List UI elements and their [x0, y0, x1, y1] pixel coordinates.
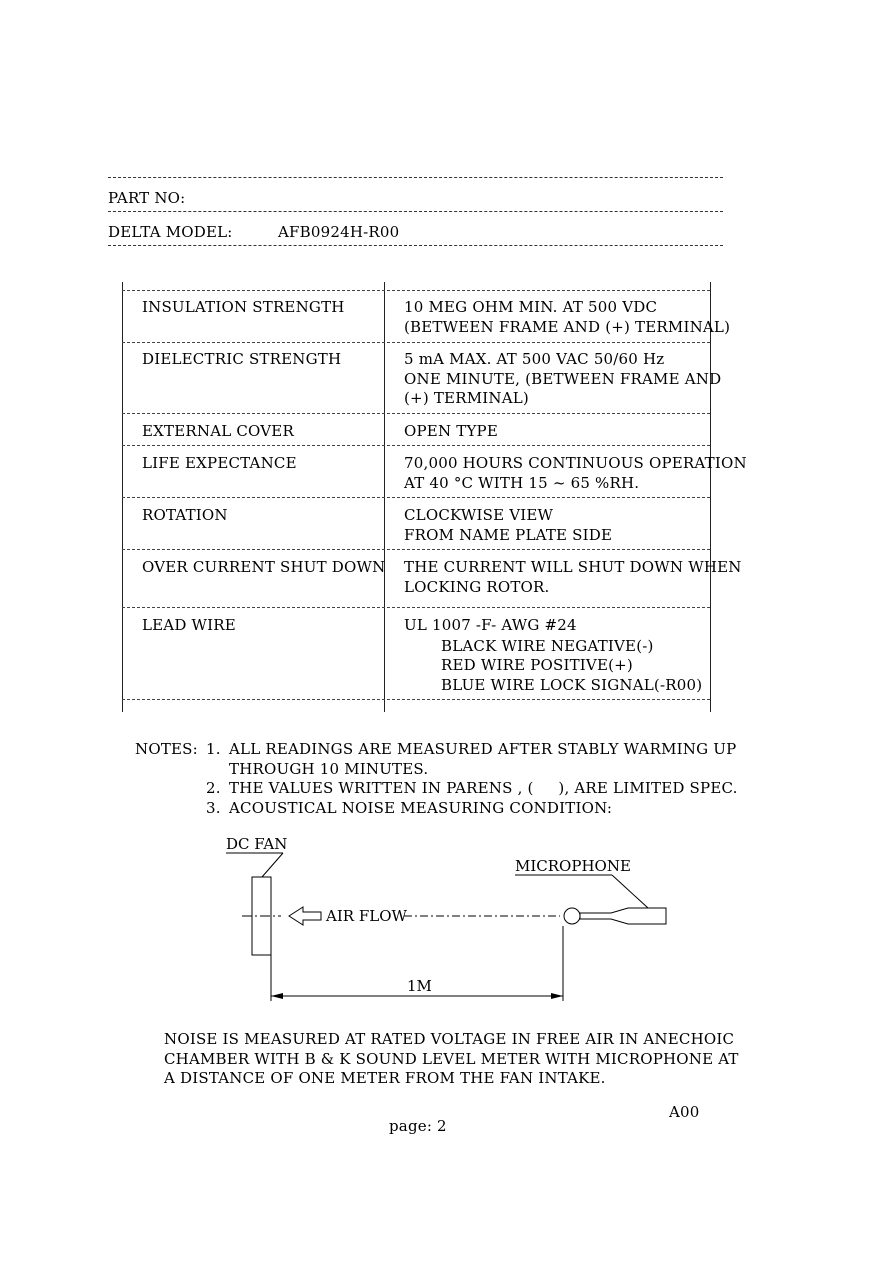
- fan-label: DC FAN: [226, 835, 288, 853]
- spec-label-life-expectance: LIFE EXPECTANCE: [142, 454, 297, 472]
- table-row-rule: [122, 445, 710, 446]
- spec-value-line: BLACK WIRE NEGATIVE(-): [441, 637, 654, 655]
- spec-label-over-current: OVER CURRENT SHUT DOWN: [142, 558, 386, 576]
- table-row-rule: [122, 607, 710, 608]
- table-row-rule: [122, 342, 710, 343]
- mic-label: MICROPHONE: [515, 857, 631, 875]
- spec-value-line: 70,000 HOURS CONTINUOUS OPERATION: [404, 454, 747, 472]
- note-line: ACOUSTICAL NOISE MEASURING CONDITION:: [229, 799, 613, 817]
- note-line: THE VALUES WRITTEN IN PARENS , ( ), ARE LIMITED SPEC.: [229, 779, 738, 797]
- notes-label: NOTES:: [135, 740, 198, 758]
- table-row-rule: [122, 290, 710, 291]
- spec-label-external-cover: EXTERNAL COVER: [142, 422, 294, 440]
- airflow-label: AIR FLOW: [326, 907, 407, 925]
- table-row-rule: [122, 549, 710, 550]
- note-line: ALL READINGS ARE MEASURED AFTER STABLY WARMING UP: [229, 740, 737, 758]
- note-number: 2.: [206, 779, 221, 797]
- table-right-border: [710, 282, 711, 712]
- header-rule-mid: [108, 211, 723, 212]
- spec-value-line: LOCKING ROTOR.: [404, 578, 550, 596]
- spec-value-line: UL 1007 -F- AWG #24: [404, 616, 577, 634]
- spec-value-line: BLUE WIRE LOCK SIGNAL(-R00): [441, 676, 703, 694]
- spec-value-line: ONE MINUTE, (BETWEEN FRAME AND: [404, 370, 722, 388]
- part-no-label: PART NO:: [108, 189, 186, 207]
- spec-label-rotation: ROTATION: [142, 506, 228, 524]
- revision-code: A00: [669, 1103, 700, 1121]
- spec-value-line: THE CURRENT WILL SHUT DOWN WHEN: [404, 558, 742, 576]
- note-number: 3.: [206, 799, 221, 817]
- spec-value-line: (BETWEEN FRAME AND (+) TERMINAL): [404, 318, 731, 336]
- spec-value-line: CLOCKWISE VIEW: [404, 506, 554, 524]
- noise-text-line: A DISTANCE OF ONE METER FROM THE FAN INTAKE.: [164, 1069, 606, 1087]
- microphone-head-icon: [564, 908, 580, 924]
- page-number: page: 2: [389, 1117, 447, 1135]
- table-row-rule: [122, 413, 710, 414]
- header-rule-bottom: [108, 245, 723, 246]
- spec-value-line: FROM NAME PLATE SIDE: [404, 526, 613, 544]
- delta-model-value: AFB0924H-R00: [278, 223, 400, 241]
- note-line: THROUGH 10 MINUTES.: [229, 760, 429, 778]
- table-row-rule: [122, 699, 710, 700]
- spec-value-line: 5 mA MAX. AT 500 VAC 50/60 Hz: [404, 350, 665, 368]
- spec-label-insulation: INSULATION STRENGTH: [142, 298, 345, 316]
- noise-text-line: NOISE IS MEASURED AT RATED VOLTAGE IN FREE AIR IN ANECHOIC: [164, 1030, 735, 1048]
- spec-label-dielectric: DIELECTRIC STRENGTH: [142, 350, 342, 368]
- spec-value-line: AT 40 °C WITH 15 ~ 65 %RH.: [404, 474, 640, 492]
- table-row-rule: [122, 497, 710, 498]
- microphone-body-icon: [580, 908, 666, 924]
- noise-text-line: CHAMBER WITH B & K SOUND LEVEL METER WITH MICROPHONE AT: [164, 1050, 739, 1068]
- spec-label-lead-wire: LEAD WIRE: [142, 616, 236, 634]
- spec-value-line: 10 MEG OHM MIN. AT 500 VDC: [404, 298, 658, 316]
- distance-label: 1M: [407, 977, 432, 995]
- spec-value-line: (+) TERMINAL): [404, 389, 529, 407]
- airflow-arrow-icon: [289, 907, 321, 925]
- fan-body-icon: [252, 877, 271, 955]
- note-number: 1.: [206, 740, 221, 758]
- spec-value-line: RED WIRE POSITIVE(+): [441, 656, 633, 674]
- header-rule-top: [108, 177, 723, 178]
- spec-value-line: OPEN TYPE: [404, 422, 498, 440]
- delta-model-label: DELTA MODEL:: [108, 223, 233, 241]
